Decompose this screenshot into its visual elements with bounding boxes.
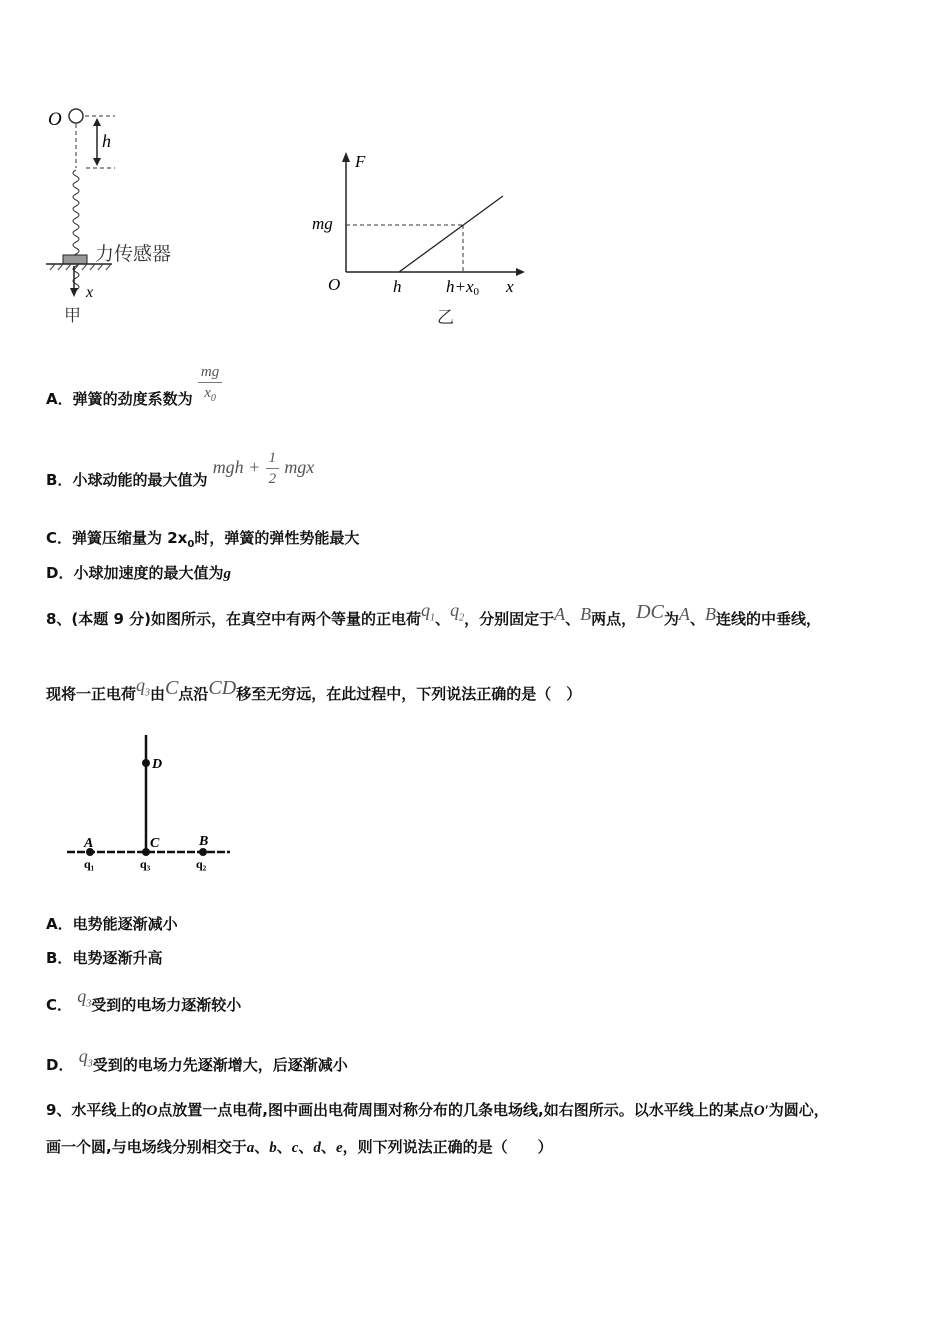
- decoration: 1: [430, 612, 436, 624]
- decoration: 由: [150, 685, 166, 703]
- decoration: 连线的中垂线，: [715, 610, 821, 628]
- decoration: 0: [473, 286, 480, 298]
- decoration: 电势能逐渐减小: [72, 915, 178, 933]
- point-d: D: [152, 757, 163, 772]
- decoration: 小球加速度的最大值为: [73, 564, 224, 582]
- decoration: 现将一正电荷: [46, 685, 137, 703]
- q9-stem-line2: [46, 1137, 553, 1158]
- q8-stem-line2: [46, 675, 582, 712]
- decoration: 受到的电场力逐渐较小: [91, 996, 242, 1014]
- decoration: e: [335, 1140, 343, 1156]
- decoration: x: [204, 385, 211, 401]
- decoration: ，分别固定于: [464, 610, 555, 628]
- decoration: 点放置一点电荷,图中画出电荷周围对称分布的几条电场线,如右图所示。以水平线上的某点: [157, 1101, 754, 1119]
- decoration: C．: [46, 996, 73, 1014]
- decoration: O′: [753, 1103, 769, 1119]
- decoration: 为: [663, 610, 679, 628]
- decoration: 电势逐渐升高: [72, 949, 163, 967]
- decoration: q: [421, 600, 431, 620]
- force-graph: [300, 140, 540, 335]
- decoration: 两点，: [591, 610, 637, 628]
- label-origin: O: [328, 275, 341, 294]
- decoration: d: [313, 1140, 321, 1156]
- decoration: A: [678, 604, 690, 624]
- decoration: B．: [46, 471, 73, 489]
- decoration: [93, 158, 101, 166]
- label-q2: q₂: [196, 857, 207, 871]
- decoration: 、: [689, 610, 705, 628]
- q9-stem-line1: [46, 1100, 829, 1121]
- decoration: [446, 277, 480, 298]
- decoration: q: [77, 986, 87, 1006]
- decoration: 时，弹簧的弹性势能最大: [194, 529, 360, 547]
- charges-figure: [62, 730, 242, 875]
- q7-option-a: [46, 364, 222, 423]
- decoration: 、: [276, 1138, 292, 1156]
- decoration: 1: [266, 448, 280, 469]
- decoration: [70, 288, 78, 297]
- decoration: 移至无穷远，在此过程中，下列说法正确的是（ ）: [236, 685, 582, 703]
- decoration: 3: [145, 687, 151, 699]
- q8-option-a: [46, 914, 178, 934]
- decoration: mgx: [284, 457, 315, 477]
- decoration: c: [291, 1140, 299, 1156]
- decoration: 小球动能的最大值为: [72, 471, 208, 489]
- decoration: C: [165, 677, 179, 699]
- decoration: 3: [86, 998, 92, 1010]
- decoration: mgh +: [212, 457, 261, 477]
- decoration: DC: [636, 601, 664, 623]
- point-c: C: [150, 836, 160, 851]
- label-h-x0: h+x: [446, 277, 474, 296]
- decoration: 2: [459, 612, 465, 624]
- q7-option-b: [46, 450, 315, 501]
- decoration: A: [554, 604, 566, 624]
- decoration: [93, 118, 101, 126]
- decoration: [212, 450, 315, 487]
- label-mg: mg: [312, 214, 333, 233]
- decoration: q: [136, 675, 146, 695]
- decoration: B．: [46, 949, 73, 967]
- decoration: B: [580, 604, 592, 624]
- decoration: 8、(本题 9 分)如图所示，在真空中有两个等量的正电荷: [46, 610, 422, 628]
- decoration: [450, 600, 465, 624]
- decoration: a: [246, 1140, 255, 1156]
- decoration: [136, 675, 151, 699]
- decoration: g: [223, 566, 231, 582]
- q8-option-c: [46, 986, 242, 1023]
- decoration: [142, 848, 150, 856]
- label-h: h: [102, 131, 111, 151]
- label-q3: q₃: [140, 857, 151, 871]
- caption-yi: 乙: [437, 308, 454, 327]
- decoration: C．: [46, 529, 73, 547]
- decoration: [78, 1046, 93, 1070]
- label-o: O: [48, 109, 62, 130]
- label-q1: q₁: [84, 857, 95, 871]
- q7-option-c: [46, 528, 359, 555]
- decoration: 、: [298, 1138, 314, 1156]
- decoration: [199, 848, 207, 856]
- decoration: [142, 759, 150, 767]
- decoration: O: [146, 1103, 158, 1119]
- decoration: CD: [208, 677, 237, 699]
- decoration: D．: [46, 564, 74, 582]
- decoration: [266, 448, 280, 489]
- decoration: A．: [46, 915, 73, 933]
- ball: [69, 109, 83, 123]
- label-f: F: [355, 152, 366, 171]
- label-h: h: [393, 277, 402, 296]
- decoration: 9、水平线上的: [46, 1101, 147, 1119]
- sensor: [63, 255, 87, 264]
- decoration: q: [450, 600, 460, 620]
- q8-stem-line1: [46, 600, 821, 637]
- spring-sensor-figure: [40, 98, 240, 333]
- decoration: b: [269, 1140, 277, 1156]
- decoration: q: [78, 1046, 88, 1066]
- decoration: ，则下列说法正确的是（ ）: [342, 1138, 553, 1156]
- decoration: 弹簧压缩量为 2x: [72, 529, 188, 547]
- decoration: [77, 986, 92, 1010]
- q8-option-b: [46, 948, 162, 968]
- decoration: B: [704, 604, 716, 624]
- decoration: 点沿: [178, 685, 209, 703]
- decoration: D．: [46, 1056, 74, 1074]
- decoration: A．: [46, 390, 73, 408]
- decoration: 、: [435, 610, 451, 628]
- caption-jia: 甲: [64, 306, 81, 325]
- decoration: 0: [187, 539, 195, 550]
- force-line: [399, 196, 503, 272]
- point-a: A: [84, 836, 94, 851]
- decoration: 、: [320, 1138, 336, 1156]
- decoration: 、: [254, 1138, 270, 1156]
- decoration: 为圆心，: [768, 1101, 829, 1119]
- decoration: 受到的电场力先逐渐增大，后逐渐减小: [92, 1056, 348, 1074]
- point-b: B: [199, 834, 209, 849]
- decoration: [198, 383, 222, 409]
- q7-option-d: [46, 563, 231, 584]
- label-x: x: [86, 284, 94, 301]
- decoration: 弹簧的劲度系数为: [72, 390, 193, 408]
- decoration: [421, 600, 436, 624]
- decoration: 0: [210, 393, 216, 404]
- sensor-label: 力传感器: [95, 244, 172, 265]
- decoration: [198, 362, 222, 409]
- decoration: 画一个圆,与电场线分别相交于: [46, 1138, 247, 1156]
- decoration: mg: [198, 362, 222, 383]
- q8-option-d: [46, 1046, 348, 1083]
- decoration: 、: [565, 610, 581, 628]
- label-x: x: [506, 277, 514, 296]
- decoration: [516, 268, 525, 276]
- decoration: 3: [87, 1058, 93, 1070]
- decoration: [342, 152, 350, 162]
- decoration: 2: [268, 471, 277, 487]
